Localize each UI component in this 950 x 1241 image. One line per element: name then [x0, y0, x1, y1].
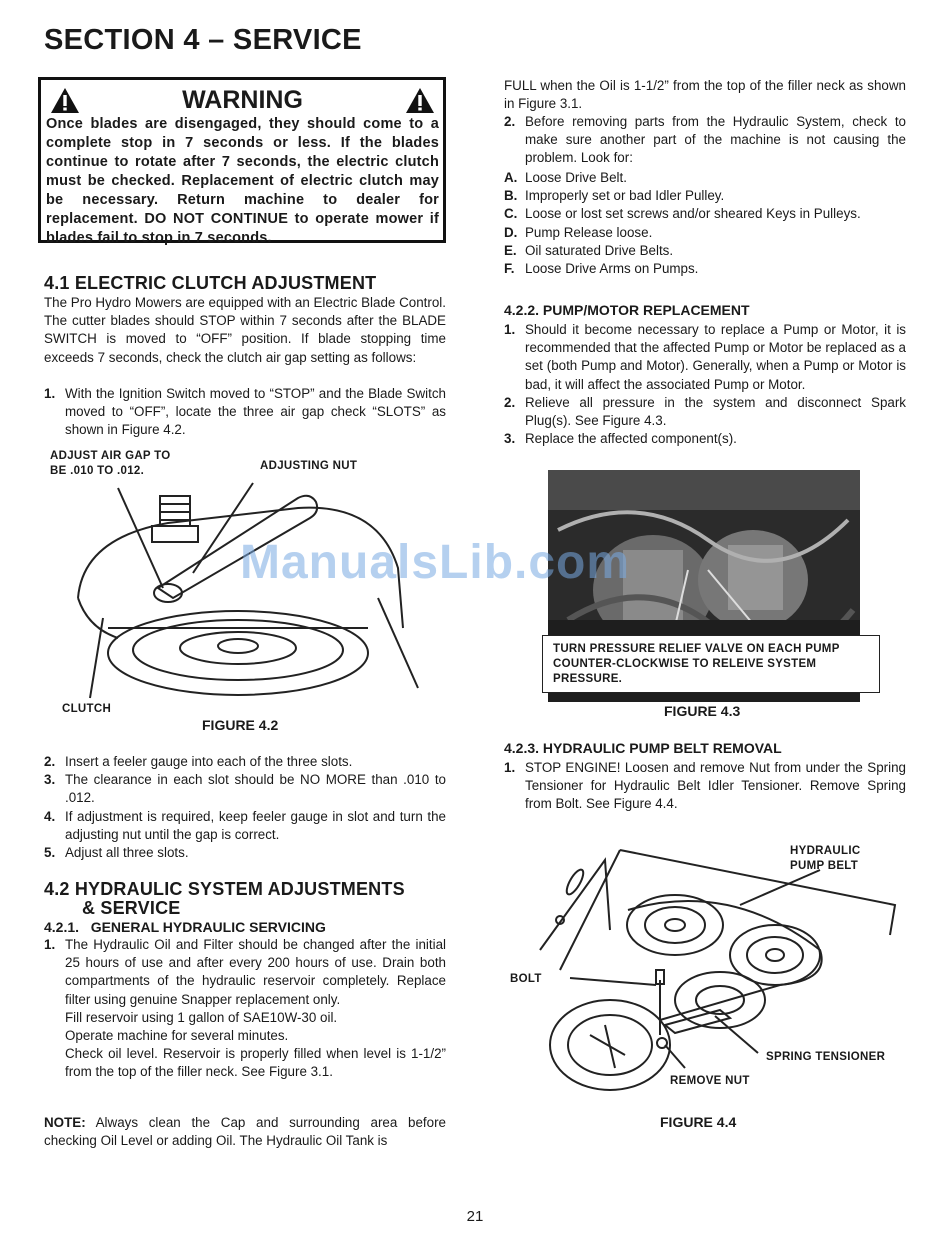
step-text: Replace the affected component(s).: [525, 431, 737, 447]
list-item: [504, 394, 906, 430]
list-item: [504, 321, 906, 394]
heading-line: 4.2 HYDRAULIC SYSTEM ADJUSTMENTS: [44, 879, 405, 899]
warning-text: Once blades are disengaged, they should come to a complete stop in 7 seconds or less. If the blades continue to rotate after 7 seconds, the electric clutch must be checked. Replacement of electric clutch may be necessary. Return machine to dealer for replacement. DO NOT CONTINUE to operate mower if blades fail to stop in 7 seconds.: [46, 116, 439, 246]
section-heading-4-2-1: 4.2.1. GENERAL HYDRAULIC SERVICING: [44, 919, 326, 935]
list-item: [504, 759, 906, 814]
figure-4-4-label-spring: SPRING TENSIONER: [766, 1051, 886, 1063]
check-letter: A.: [504, 170, 518, 185]
figure-4-4-label-nut: REMOVE NUT: [670, 1075, 750, 1087]
step-number: 3.: [44, 772, 56, 788]
step-text: Adjust all three slots.: [65, 845, 189, 861]
page-number: 21: [466, 1208, 484, 1225]
section-4-1-intro: The Pro Hydro Mowers are equipped with an Electric Blade Control. The cutter blades should STOP within 7 seconds after the BLADE SWITCH is moved to “OFF” position. If blade stopping time exceeds 7 seconds, check the clutch air gap setting as follows:: [44, 295, 446, 365]
check-text: Improperly set or bad Idler Pulley.: [525, 188, 725, 204]
check-letter: E.: [504, 242, 517, 258]
section-4-2-2-steps: [504, 321, 906, 448]
label-line: HYDRAULIC: [790, 845, 861, 857]
list-item: [504, 113, 906, 168]
step-number: 5.: [44, 845, 56, 861]
check-text: Loose Drive Belt.: [525, 170, 627, 185]
list-item: [44, 771, 446, 807]
warning-header: [46, 84, 439, 115]
section-4-2-1-step-2: [504, 113, 906, 168]
step-number: 1.: [504, 322, 516, 337]
step-text: Before removing parts from the Hydraulic System, check to make sure another part of the machine is not causing the problem. Look for:: [525, 114, 906, 166]
step-text: STOP ENGINE! Loosen and remove Nut from under the Spring Tensioner for Hydraulic Belt Idler Tensioner. Remove Spring from Bolt. See Figure 4.4.: [525, 760, 906, 812]
step-text: With the Ignition Switch moved to “STOP” and the Blade Switch moved to “OFF”, locate the three air gap check “SLOTS” as shown in Figure 4.2.: [65, 386, 446, 438]
watermark: ManualsLib.com: [240, 536, 631, 589]
section-heading-4-2: [44, 880, 446, 918]
list-item: [504, 205, 906, 223]
check-list: [504, 169, 906, 278]
step-number: 2.: [504, 114, 516, 129]
check-letter: D.: [504, 224, 518, 240]
step-text: Relieve all pressure in the system and disconnect Spark Plug(s). See Figure 4.3.: [525, 394, 906, 429]
step-text: The Hydraulic Oil and Filter should be changed after the initial 25 hours of use and after every 200 hours of use. Drain both compartments of the hydraulic reservoir completely. Replace filter using genuine Snapper replacement only.: [65, 937, 446, 1007]
figure-4-2-label-adjusting-nut: ADJUSTING NUT: [260, 460, 358, 472]
figure-4-4-belt-illustration: [530, 840, 910, 1105]
section-heading-4-2-3: 4.2.3. HYDRAULIC PUMP BELT REMOVAL: [504, 740, 782, 756]
step-number: 2.: [44, 754, 56, 769]
step-text: Insert a feeler gauge into each of the three slots.: [65, 754, 353, 769]
section-heading-4-2-2: 4.2.2. PUMP/MOTOR REPLACEMENT: [504, 302, 750, 318]
warning-title: WARNING: [182, 86, 303, 114]
figure-4-3-callout: TURN PRESSURE RELIEF VALVE ON EACH PUMP COUNTER-CLOCKWISE TO RELEIVE SYSTEM PRESSURE.: [542, 635, 880, 693]
list-item: [504, 260, 906, 278]
list-item: [504, 187, 906, 205]
check-letter: B.: [504, 188, 518, 204]
section-4-1-step-1: [44, 385, 446, 440]
list-item: [44, 936, 446, 1082]
list-item: [504, 169, 906, 187]
note-text: Always clean the Cap and surrounding area before checking Oil Level or adding Oil. The Hydraulic Oil Tank is: [44, 1115, 446, 1149]
step-text: Check oil level. Reservoir is properly filled when level is 1-1/2” from the top of the filler neck. See Figure 3.1.: [65, 1046, 446, 1080]
step-number: 1.: [44, 937, 56, 952]
step-number: 1.: [504, 760, 516, 775]
list-item: [44, 808, 446, 844]
step-number: 2.: [504, 394, 516, 410]
figure-4-4-label-belt: [790, 844, 860, 874]
list-item: [504, 242, 906, 260]
note-paragraph: [44, 1114, 446, 1150]
check-text: Loose Drive Arms on Pumps.: [525, 261, 699, 277]
step-text: Operate machine for several minutes.: [65, 1028, 289, 1044]
step-number: 4.: [44, 808, 56, 824]
list-item: [504, 224, 906, 242]
step-number: 3.: [504, 431, 516, 447]
figure-4-3-caption: FIGURE 4.3: [664, 703, 741, 719]
figure-4-4-caption: FIGURE 4.4: [660, 1114, 737, 1130]
check-text: Pump Release loose.: [525, 224, 653, 240]
step-text: Should it become necessary to replace a Pump or Motor, it is recommended that the affected Pump or Motor be replaced as a set (both Pump and Motor). Generally, when a Pump or Motor is bad, it will affect the associated Pump or Motor.: [525, 322, 906, 392]
list-item: [44, 844, 446, 862]
label-line: PUMP BELT: [790, 860, 859, 872]
list-item: [44, 753, 446, 771]
figure-4-2-label-air-gap: [50, 449, 171, 479]
check-text: Loose or lost set screws and/or sheared Keys in Pulleys.: [525, 206, 861, 222]
list-item: [504, 430, 906, 448]
section-heading-4-1: 4.1 ELECTRIC CLUTCH ADJUSTMENT: [44, 273, 377, 293]
list-item: [44, 385, 446, 440]
warning-box: [38, 77, 446, 246]
continued-paragraph: FULL when the Oil is 1-1/2” from the top of the filler neck as shown in Figure 3.1.: [504, 78, 906, 112]
check-text: Oil saturated Drive Belts.: [525, 242, 674, 258]
check-letter: F.: [504, 261, 515, 277]
check-letter: C.: [504, 206, 518, 222]
label-line: ADJUST AIR GAP TO: [50, 450, 171, 462]
note-label: NOTE:: [44, 1115, 86, 1130]
warning-triangle-icon: [405, 87, 435, 114]
step-text: The clearance in each slot should be NO MORE than .010 to .012.: [65, 772, 446, 806]
section-4-2-3-steps: [504, 759, 906, 814]
step-text: Fill reservoir using 1 gallon of SAE10W-30 oil.: [65, 1009, 338, 1025]
figure-4-2-label-clutch: CLUTCH: [62, 703, 112, 715]
step-number: 1.: [44, 386, 56, 401]
figure-4-4-label-bolt: BOLT: [510, 973, 542, 985]
figure-4-2-clutch-illustration: [48, 478, 448, 708]
page-title: SECTION 4 – SERVICE: [44, 24, 362, 56]
label-line: BE .010 TO .012.: [50, 465, 145, 477]
heading-line: & SERVICE: [82, 898, 181, 918]
figure-4-2-caption: FIGURE 4.2: [202, 717, 279, 733]
section-4-2-1-steps: [44, 936, 446, 1082]
section-4-1-steps: [44, 753, 446, 862]
step-text: If adjustment is required, keep feeler gauge in slot and turn the adjusting nut until the gap is correct.: [65, 808, 446, 842]
